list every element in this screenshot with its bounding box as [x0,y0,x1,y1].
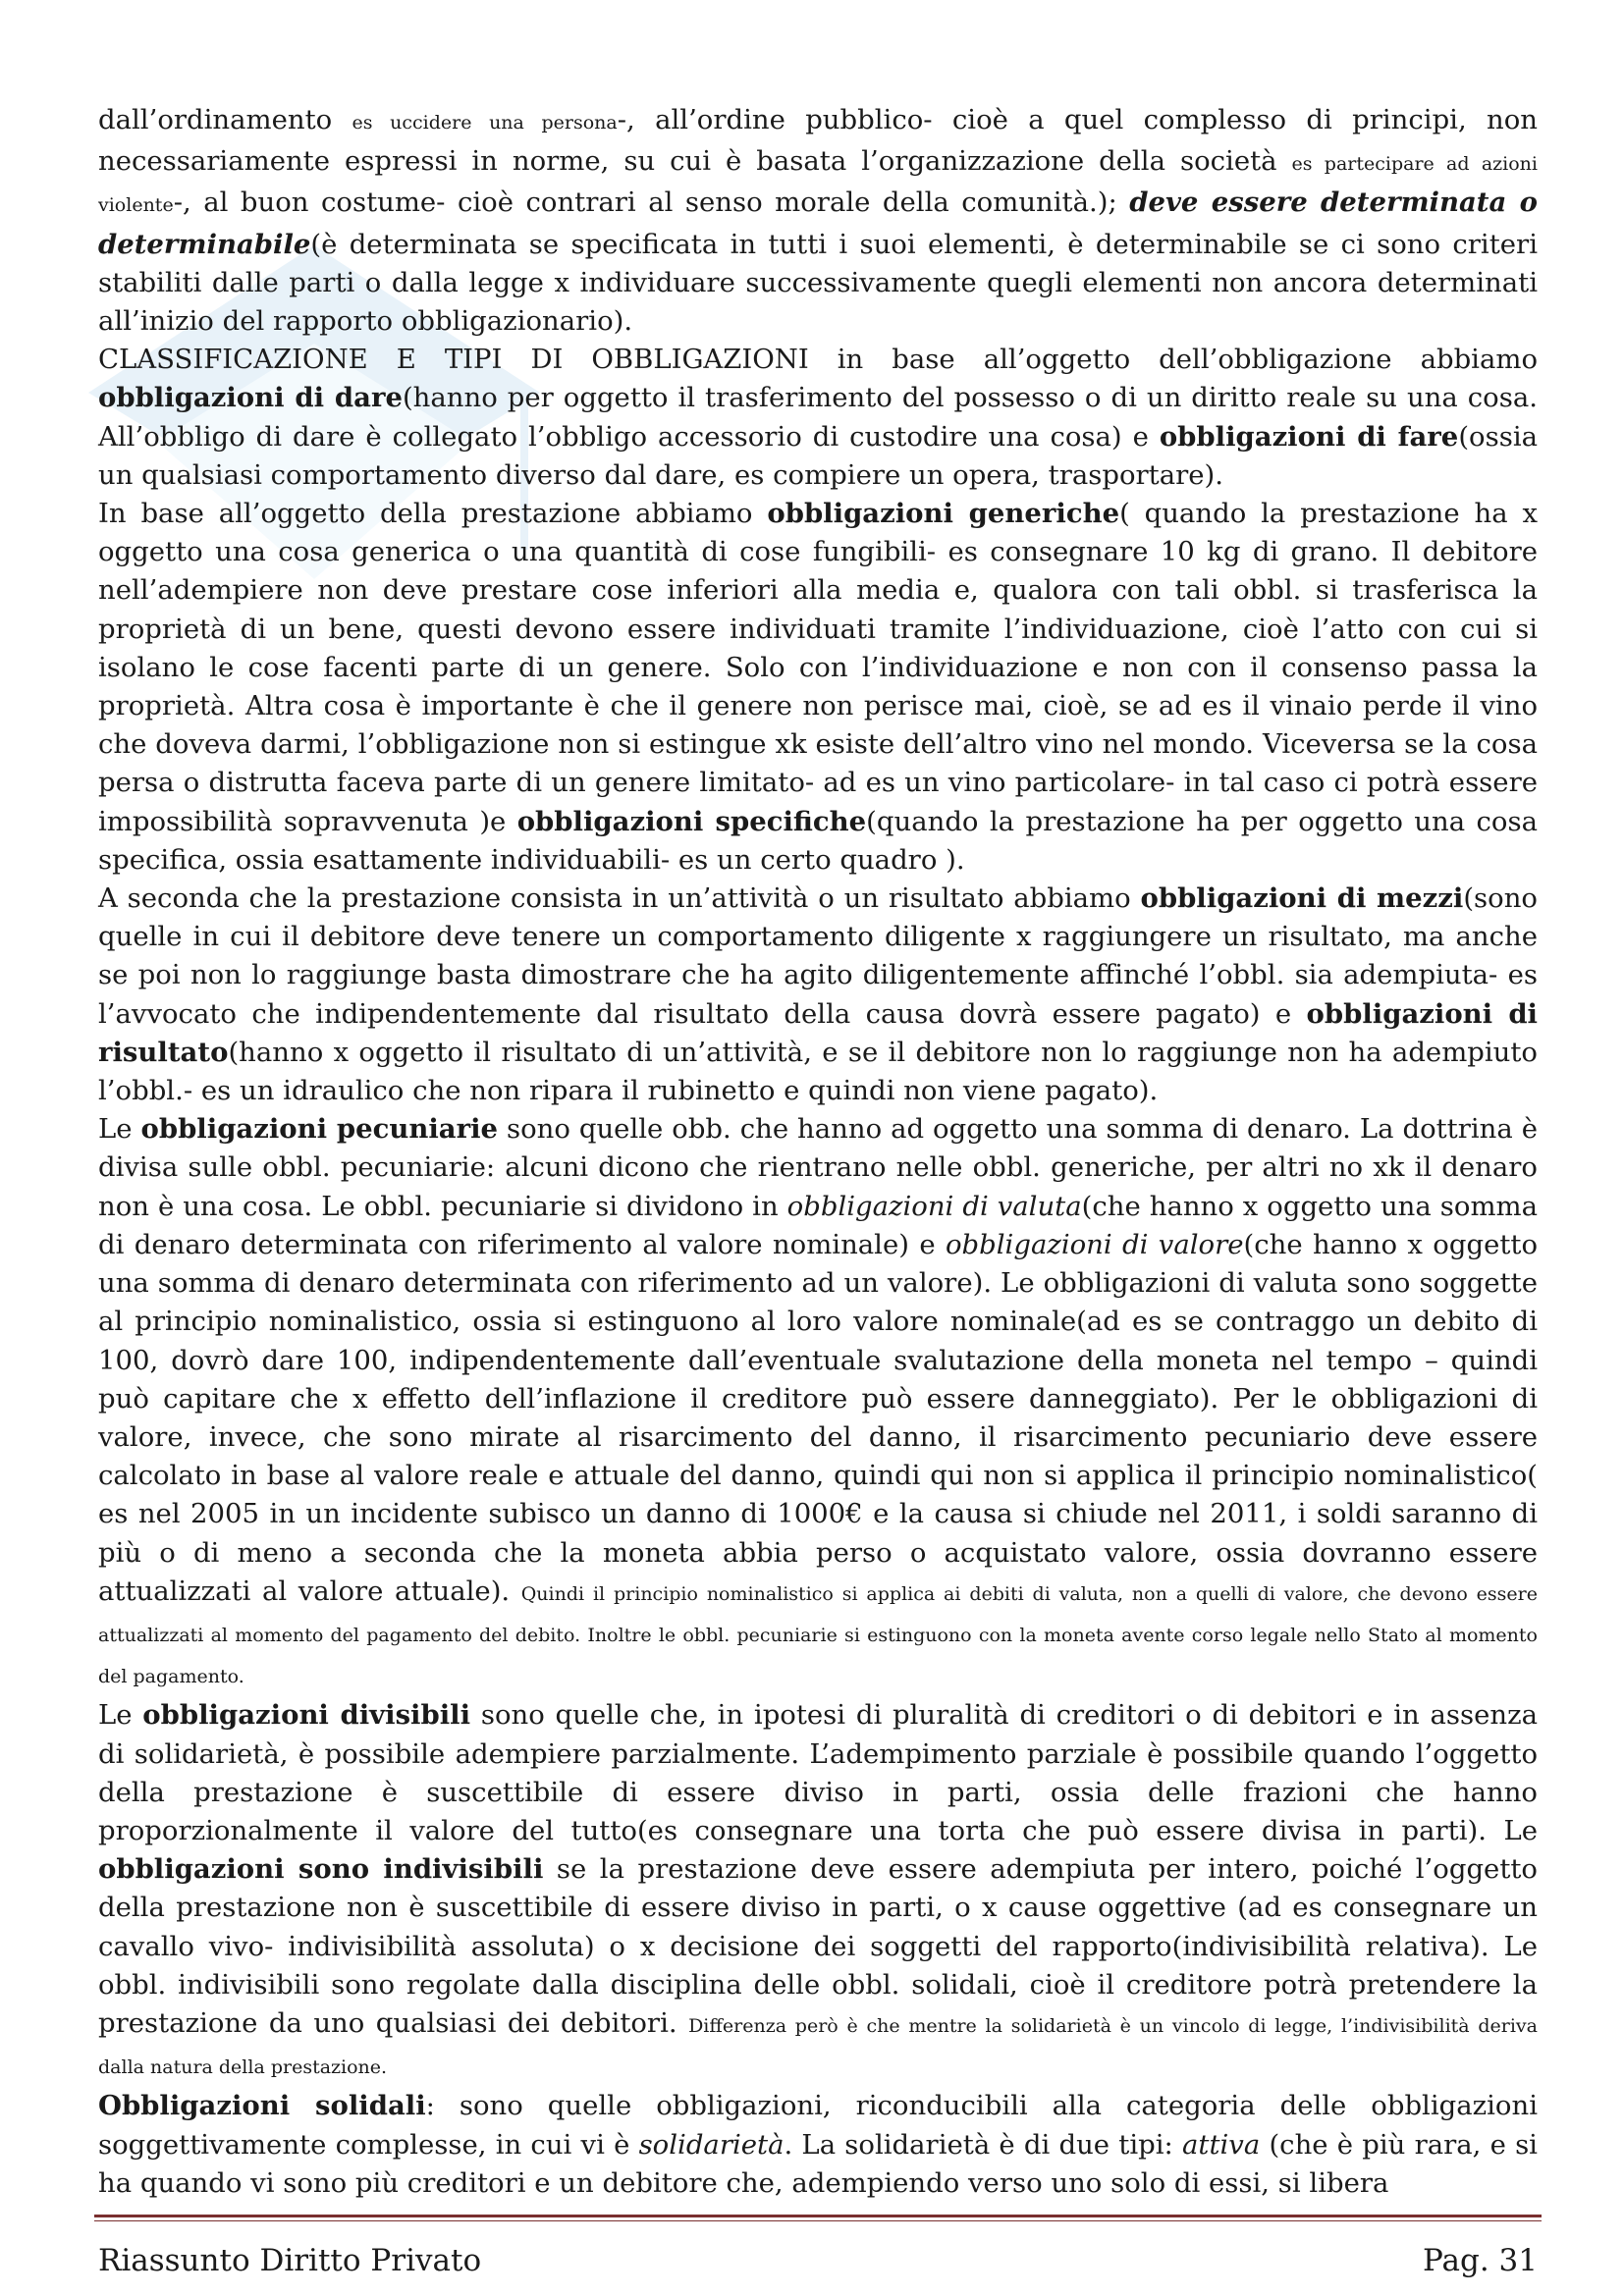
document-body [98,101,1538,2203]
text-run: deve essere determinata o determinabile [98,187,1538,260]
text-run: A seconda che la prestazione consista in un’attività o un risultato abbiamo [98,882,1141,915]
text-run: Quindi il principio nominalistico si applica ai debiti di valuta, non a quelli di valore, che devono essere attualizzati al momento del pagamento del debito. Inoltre le obbl. pecuniarie si estinguono con la moneta avente corso legale nello Stato al momento del pagamento. [98,1582,1538,1688]
paragraph-solidali [98,2087,1538,2203]
text-run: attiva [1182,2128,1261,2161]
text-run: (hanno per oggetto il trasferimento del possesso o di un diritto reale su una cosa. All’obbligo di dare è collegato l’obbligo accessorio di custodire una cosa) e [98,382,1538,453]
footer-rule [94,2215,1542,2217]
text-run: (quando la prestazione ha per oggetto una cosa specifica, ossia esattamente individuabili- es un certo quadro ). [98,805,1538,876]
text-run: Differenza però è che mentre la solidarietà è un vincolo di legge, l’indivisibilità deriva dalla natura della prestazione. [98,2014,1538,2079]
text-run: obbligazioni generiche [767,498,1120,530]
text-run: dall’ordinamento [98,104,352,135]
text-run: ( quando la prestazione ha x oggetto una cosa generica o una quantità di cose fungibili- es consegnare 10 kg di grano. Il debitore nell’adempiere non deve prestare cose inferiori alla media e, qualora con tali obbl. si trasferisca la proprietà di un bene, questi devono essere individuati tramite l’individuazione, cioè l’atto con cui si isolano le cose facenti parte di un genere. Solo con l’individuazione e non con il consenso passa la proprietà. Altra cosa è importante è che il genere non perisce mai, cioè, se ad es il vinaio perde il vino che doveva darmi, l’obbligazione non si estingue xk esiste dell’altro vino nel mondo. Viceversa se la cosa persa o distrutta faceva parte di un genere limitato- ad es un vino particolare- in tal caso ci potrà essere impossibilità sopravvenuta )e [98,498,1538,837]
text-run: : sono quelle obbligazioni, riconducibili alla categoria delle obbligazioni soggettivamente complesse, in cui vi è [98,2090,1538,2161]
text-run: (che hanno x oggetto una somma di denaro determinata con riferimento ad un valore). Le obbligazioni di valuta sono soggette al principio nominalistico, ossia si estinguono al loro valore nominale(ad es se contraggo un debito di 100, dovrò dare 100, indipendentemente dall’eventuale svalutazione della moneta nel tempo – quindi può capitare che x effetto dell’inflazione il creditore può essere danneggiato). Per le obbligazioni di valore, invece, che sono mirate al risarcimento del danno, il risarcimento pecuniario deve essere calcolato in base al valore reale e attuale del danno, quindi qui non si applica il principio nominalistico( es nel 2005 in un incidente subisco un danno di 1000€ e la causa si chiude nel 2011, i soldi saranno di più o di meno a seconda che la moneta abbia perso o acquistato valore, ossia dovranno essere attualizzati al valore attuale). [98,1228,1538,1607]
paragraph-divisibili [98,1696,1538,2087]
text-run: In base all’oggetto della prestazione abbiamo [98,498,768,530]
text-run: Le [98,1699,143,1732]
text-run: -, all’ordine pubblico- cioè a quel complesso di principi, non necessariamente espressi in norme, su cui è basata l’organizzazione della società [98,104,1539,178]
text-run: obbligazioni di risultato [98,997,1538,1068]
text-run: Obbligazioni solidali [98,2090,426,2122]
paragraph-pecuniarie [98,1110,1538,1696]
footer-page-number: Pag. 31 [1423,2243,1538,2278]
paragraph-generiche-specifiche [98,495,1538,880]
text-run: obbligazioni divisibili [142,1699,471,1732]
paragraph-mezzi-risultato [98,880,1538,1110]
text-run: obbligazioni pecuniarie [140,1113,499,1146]
text-run: (è determinata se specificata in tutti i suoi elementi, è determinabile se ci sono criteri stabiliti dalle parti o dalla legge x individuare successivamente quegli elementi non ancora determinati all’inizio del rapporto obbligazionario). [98,228,1538,338]
text-run: (che hanno x oggetto una somma di denaro determinata con riferimento al valore nominale) e [98,1190,1538,1260]
text-run: obbligazioni specifiche [516,805,867,837]
text-run: (che è più rara, e si ha quando vi sono più creditori e un debitore che, adempiendo verso uno solo di essi, si libera [98,2128,1538,2199]
footer-document-title: Riassunto Diritto Privato [98,2243,482,2278]
text-run: obbligazioni di dare [98,382,403,414]
text-run: (ossia un qualsiasi comportamento diverso dal dare, es compiere un opera, trasportare). [98,420,1539,491]
text-run: es partecipare ad azioni violente [98,153,1538,217]
text-run: CLASSIFICAZIONE E TIPI DI OBBLIGAZIONI in base all’oggetto dell’obbligazione abbiamo [98,344,1538,376]
text-run: (hanno x oggetto il risultato di un’attività, e se il debitore non lo raggiunge non ha adempiuto l’obbl.- es un idraulico che non ripara il rubinetto e quindi non viene pagato). [98,1036,1538,1107]
text-run: obbligazioni sono indivisibili [98,1853,544,1886]
text-run: Le [98,1113,141,1146]
text-run: (sono quelle in cui il debitore deve tenere un comportamento diligente x raggiungere un risultato, ma anche se poi non lo raggiunge basta dimostrare che ha agito diligentemente affinché l’obbl. sia adempiuta- es l’avvocato che indipendentemente dal risultato della causa dovrà essere pagato) e [98,882,1538,1030]
text-run: es uccidere una persona [352,112,618,133]
text-run: sono quelle obb. che hanno ad oggetto una somma di denaro. La dottrina è divisa sulle obbl. pecuniarie: alcuni dicono che rientrano nelle obbl. generiche, per altri no xk il denaro non è una cosa. Le obbl. pecuniarie si dividono in [98,1113,1538,1222]
text-run: se la prestazione deve essere adempiuta per intero, poiché l’oggetto della prestazione non è suscettibile di essere diviso in parti, o x cause oggettive (ad es consegnare un cavallo vivo- indivisibilità assoluta) o x decisione dei soggetti del rapporto(indivisibilità relativa). Le obbl. indivisibili sono regolate dalla disciplina delle obbl. solidali, cioè il creditore potrà pretendere la prestazione da uno qualsiasi dei debitori. [98,1853,1538,2039]
text-run: solidarietà [638,2128,785,2161]
paragraph-classificazione [98,341,1538,495]
text-run: -, al buon costume- cioè contrari al senso morale della comunità.); [173,187,1130,219]
text-run: obbligazioni di valore [945,1228,1244,1260]
text-run: obbligazioni di mezzi [1140,882,1464,915]
text-run: . La solidarietà è di due tipi: [784,2128,1183,2161]
text-run: sono quelle che, in ipotesi di pluralità di creditori o di debitori e in assenza di solidarietà, è possibile adempiere parzialmente. L’adempimento parziale è possibile quando l’oggetto della prestazione è suscettibile di essere diviso in parti, ossia delle frazioni che hanno proporzionalmente il valore del tutto(es consegnare una torta che può essere divisa in parti). Le [98,1699,1538,1846]
footer-rule-thin [94,2220,1542,2221]
paragraph-oggetto [98,101,1538,341]
text-run: obbligazioni di fare [1159,420,1459,453]
text-run: obbligazioni di valuta [786,1190,1082,1222]
